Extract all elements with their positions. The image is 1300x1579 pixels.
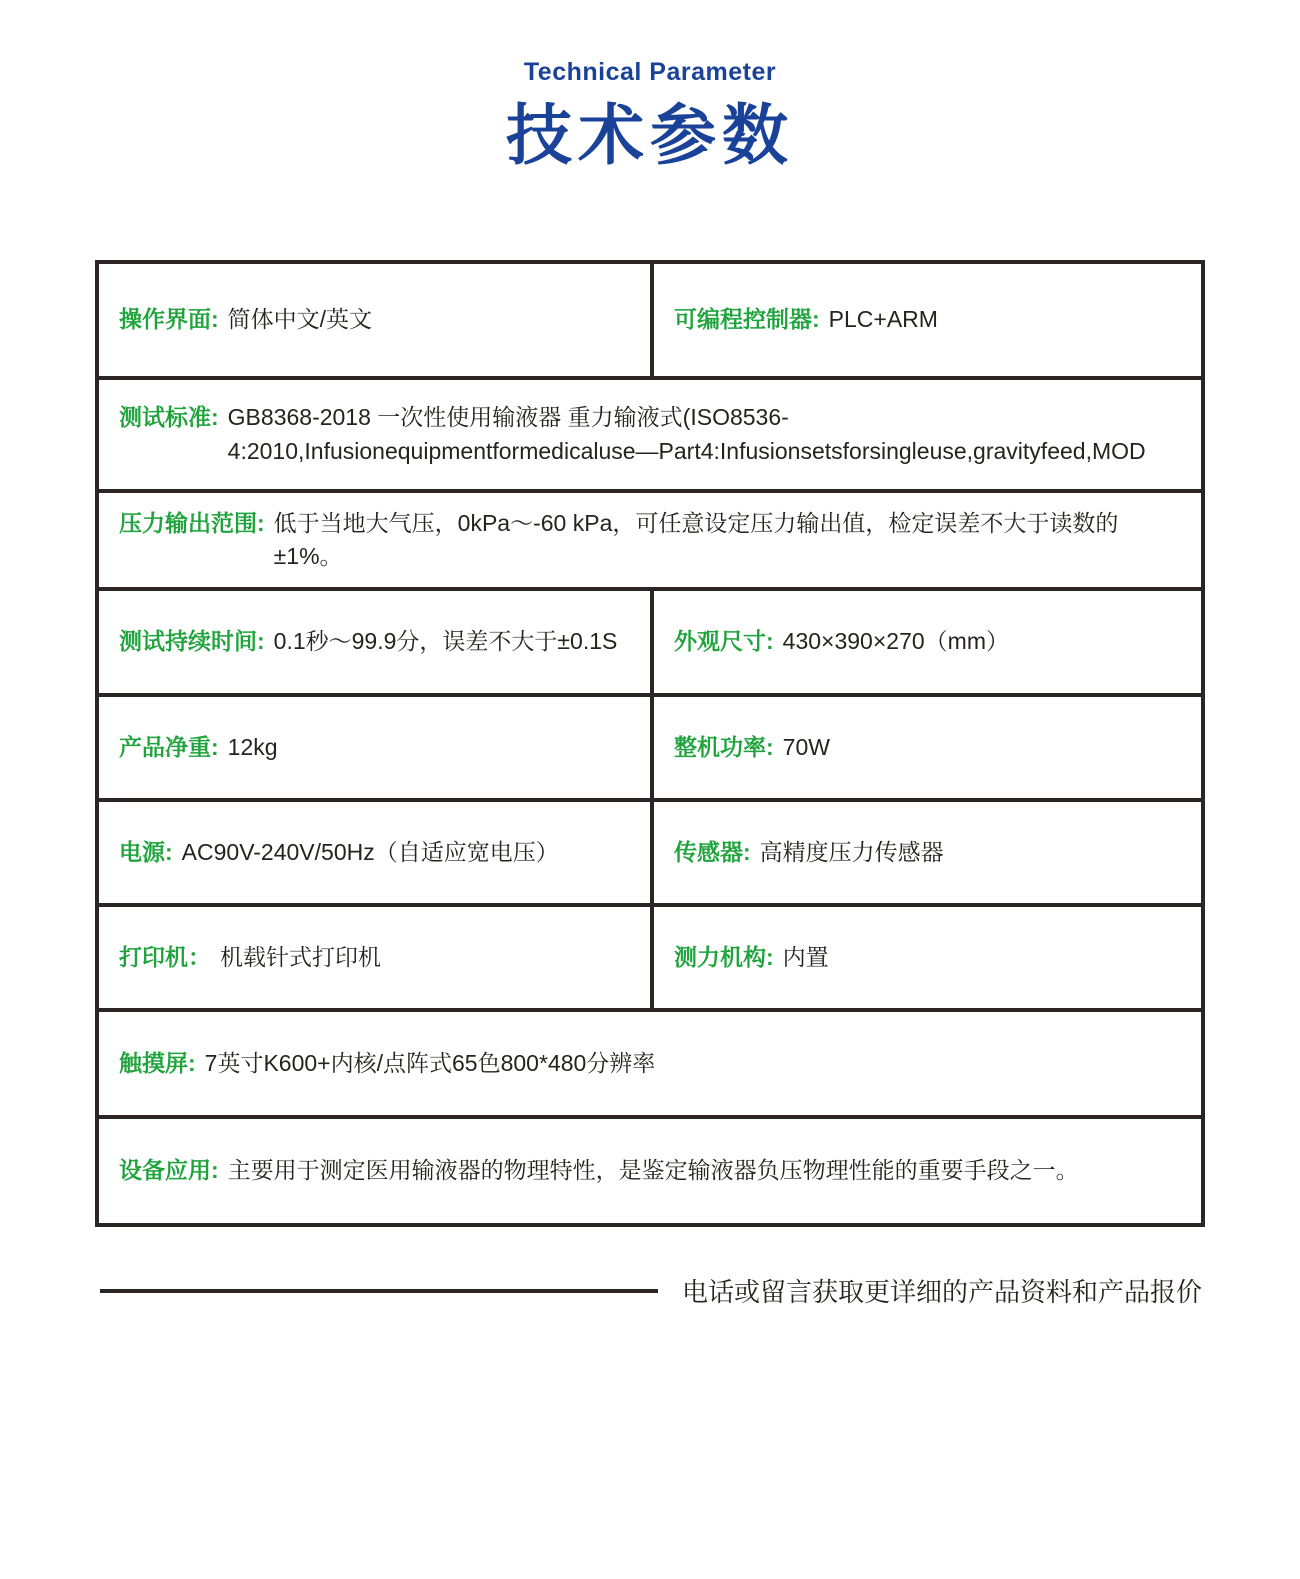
cell-test-standard	[99, 380, 1201, 489]
cell-value: 简体中文/英文	[227, 306, 373, 333]
cell-label: 操作界面:	[119, 306, 219, 333]
cell-label: 可编程控制器:	[674, 306, 820, 333]
page-title: 技术参数	[506, 98, 794, 172]
cell-value: GB8368-2018 一次性使用输液器 重力输液式(ISO8536-4:2010,Infusionequipmentformedicaluse—Part4:Infusionsetsforsingleuse,gravityfeed,MOD	[227, 404, 1146, 464]
cell-value: 高精度压力传感器	[759, 838, 944, 865]
cell-value: PLC+ARM	[828, 306, 938, 333]
cell-label: 测试标准:	[119, 404, 219, 431]
table-row	[99, 376, 1201, 489]
page-header	[0, 58, 1300, 172]
table-row	[99, 798, 1201, 903]
cell-label: 产品净重:	[119, 733, 219, 760]
cell-value: 7英寸K600+内核/点阵式65色800*480分辨率	[204, 1049, 656, 1076]
subtitle-english: Technical Parameter	[523, 58, 777, 86]
cell-printer	[99, 907, 650, 1008]
cell-touchscreen	[99, 1012, 1201, 1115]
cell-dimensions	[650, 591, 1201, 693]
cell-value: 70W	[782, 733, 830, 760]
cell-value: 主要用于测定医用输液器的物理特性，是鉴定输液器负压物理性能的重要手段之一。	[227, 1157, 1079, 1184]
cell-label: 打印机：	[119, 943, 211, 970]
cell-label: 触摸屏:	[119, 1049, 196, 1076]
cell-label: 传感器:	[674, 838, 751, 865]
footer-note: 电话或留言获取更详细的产品资料和产品报价	[682, 1277, 1203, 1307]
cell-label: 外观尺寸:	[674, 628, 774, 655]
cell-pressure-output-range	[99, 493, 1201, 587]
table-row	[99, 489, 1201, 587]
cell-programmable-controller	[650, 264, 1201, 376]
table-row	[99, 1115, 1201, 1223]
table-row	[99, 903, 1201, 1008]
table-row	[99, 264, 1201, 376]
cell-value: 内置	[782, 943, 829, 970]
cell-value: 12kg	[227, 733, 278, 760]
cell-value: 低于当地大气压，0kPa～-60 kPa，可任意设定压力输出值，检定误差不大于读数的±1%。	[273, 509, 1119, 569]
cell-label: 测试持续时间:	[119, 628, 265, 655]
table-row	[99, 1008, 1201, 1115]
cell-force-mechanism	[650, 907, 1201, 1008]
table-row	[99, 693, 1201, 798]
cell-value: 0.1秒～99.9分，误差不大于±0.1S	[273, 628, 618, 655]
cell-power-supply	[99, 802, 650, 903]
cell-label: 压力输出范围:	[119, 509, 265, 536]
cell-label: 设备应用:	[119, 1157, 219, 1184]
cell-value: AC90V-240V/50Hz（自适应宽电压）	[181, 838, 559, 865]
cell-sensor	[650, 802, 1201, 903]
spec-table	[95, 260, 1205, 1227]
cell-operation-interface	[99, 264, 650, 376]
table-row	[99, 587, 1201, 693]
cell-label: 整机功率:	[674, 733, 774, 760]
footer	[100, 1272, 1210, 1309]
footer-divider-line	[100, 1289, 658, 1293]
cell-net-weight	[99, 697, 650, 798]
cell-test-duration	[99, 591, 650, 693]
cell-value: 430×390×270（mm）	[782, 628, 1009, 655]
cell-equipment-application	[99, 1119, 1201, 1223]
cell-label: 电源:	[119, 838, 173, 865]
cell-label: 测力机构:	[674, 943, 774, 970]
cell-value: 机载针式打印机	[220, 943, 381, 970]
cell-total-power	[650, 697, 1201, 798]
